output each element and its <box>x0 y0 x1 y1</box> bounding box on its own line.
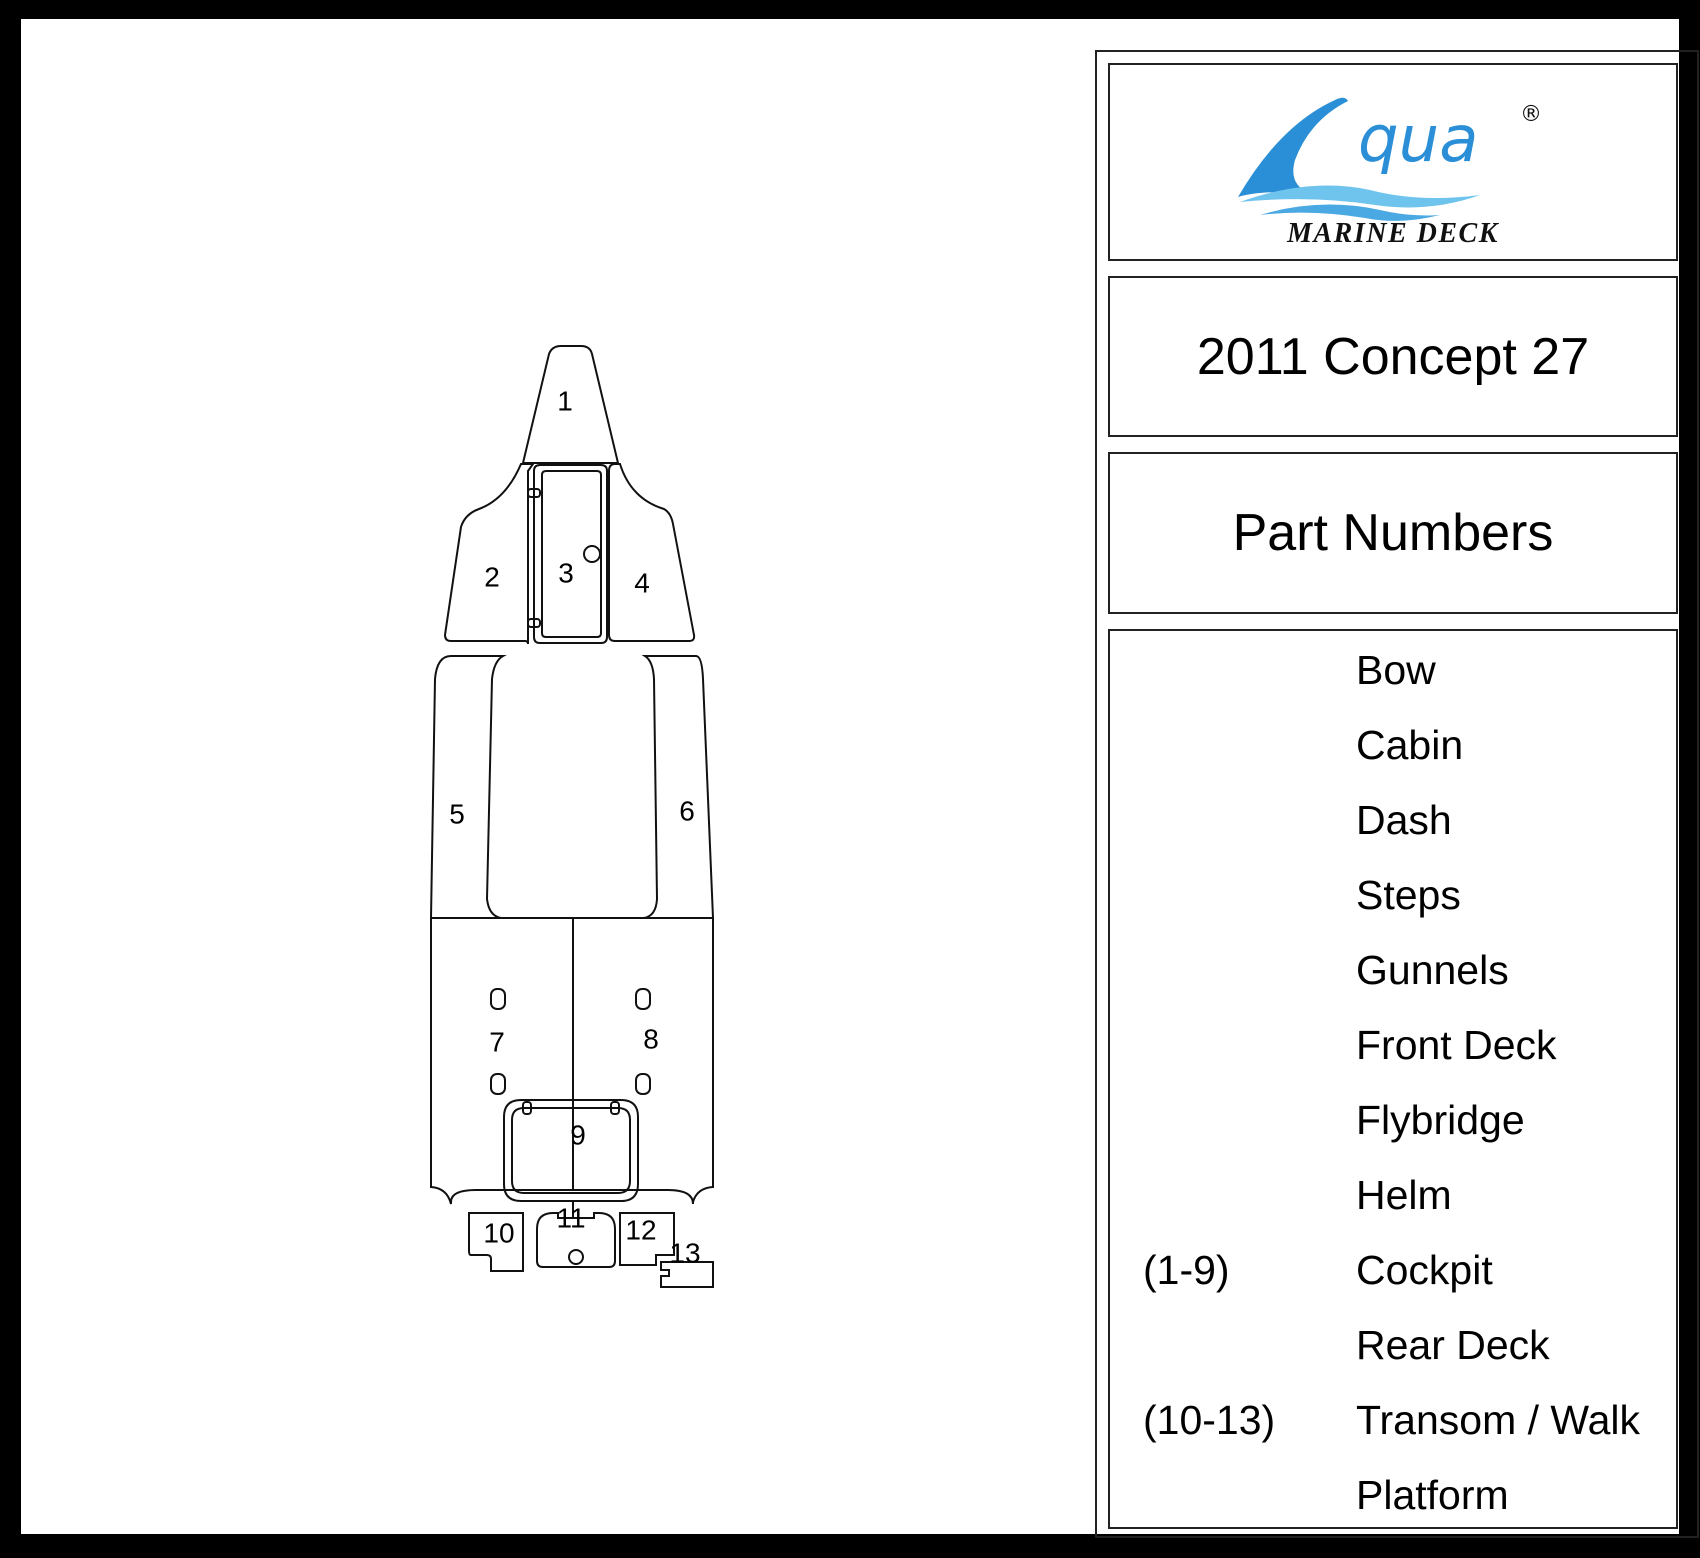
part-11-hole <box>569 1250 583 1264</box>
part-label-2: 2 <box>484 561 500 593</box>
list-item <box>1110 1162 1680 1237</box>
part-label-4: 4 <box>634 567 650 599</box>
list-item <box>1110 1012 1680 1087</box>
list-item <box>1110 1237 1680 1312</box>
section-name: Transom / Walk <box>1356 1397 1640 1443</box>
list-item <box>1110 1087 1680 1162</box>
part-2-shape[interactable] <box>445 464 533 644</box>
part-label-7: 7 <box>489 1026 505 1058</box>
section-name: Cabin <box>1356 722 1464 768</box>
part-label-13: 13 <box>669 1237 701 1269</box>
part-label-11: 11 <box>556 1202 586 1234</box>
page-title: 2011 Concept 27 <box>1196 327 1590 386</box>
section-name: Flybridge <box>1356 1097 1525 1143</box>
section-name: Dash <box>1356 797 1452 843</box>
part-8-drain-top <box>636 989 650 1009</box>
list-item <box>1110 1387 1680 1462</box>
section-range: (1-9) <box>1143 1247 1230 1293</box>
part-label-10: 10 <box>483 1217 515 1249</box>
part-label-9: 9 <box>570 1119 586 1151</box>
title-box <box>1108 276 1678 437</box>
part-label-12: 12 <box>625 1214 657 1246</box>
section-name: Steps <box>1356 872 1461 918</box>
section-name: Bow <box>1356 647 1436 693</box>
part-7-drain-top <box>491 989 505 1009</box>
list-item <box>1110 712 1680 787</box>
list-item <box>1110 637 1680 712</box>
section-name: Platform <box>1356 1472 1509 1518</box>
part-label-6: 6 <box>679 795 695 827</box>
part-label-5: 5 <box>449 798 465 830</box>
part-3-hole <box>584 546 600 562</box>
part-3-shape[interactable] <box>534 465 607 643</box>
page-subtitle: Part Numbers <box>1232 504 1554 562</box>
logo-wave-icon <box>1238 98 1348 197</box>
section-name: Helm <box>1356 1172 1452 1218</box>
part-8-drain-bottom <box>636 1074 650 1094</box>
list-item <box>1110 787 1680 862</box>
list-item <box>1110 862 1680 937</box>
page-frame <box>21 19 1679 1534</box>
section-name: Rear Deck <box>1356 1322 1550 1368</box>
logo-registered-mark: ® <box>1520 102 1542 127</box>
section-list <box>1108 629 1678 1529</box>
list-item <box>1110 1462 1680 1537</box>
part-6-shape[interactable] <box>644 656 713 918</box>
legend-panel <box>1095 50 1699 1538</box>
section-name: Front Deck <box>1356 1022 1557 1068</box>
section-name: Gunnels <box>1356 947 1509 993</box>
logo-caption: MARINE DECK <box>1287 218 1499 249</box>
part-3-inner-shape <box>542 471 601 637</box>
section-range: (10-13) <box>1143 1397 1276 1443</box>
list-item <box>1110 1312 1680 1387</box>
part-4-shape[interactable] <box>609 464 694 641</box>
part-label-1: 1 <box>557 385 573 417</box>
part-8-shape[interactable] <box>573 918 713 1204</box>
part-7-shape[interactable] <box>431 918 573 1204</box>
logo-box <box>1108 63 1678 261</box>
subtitle-box <box>1108 452 1678 614</box>
part-5-shape[interactable] <box>431 656 503 918</box>
part-label-8: 8 <box>643 1023 659 1055</box>
section-name: Cockpit <box>1356 1247 1493 1293</box>
part-label-3: 3 <box>558 557 574 589</box>
part-7-drain-bottom <box>491 1074 505 1094</box>
list-item <box>1110 937 1680 1012</box>
logo-wordmark: qua <box>1358 103 1479 177</box>
deck-layout-diagram <box>21 19 1081 1534</box>
part-9-shape[interactable] <box>504 1100 638 1201</box>
